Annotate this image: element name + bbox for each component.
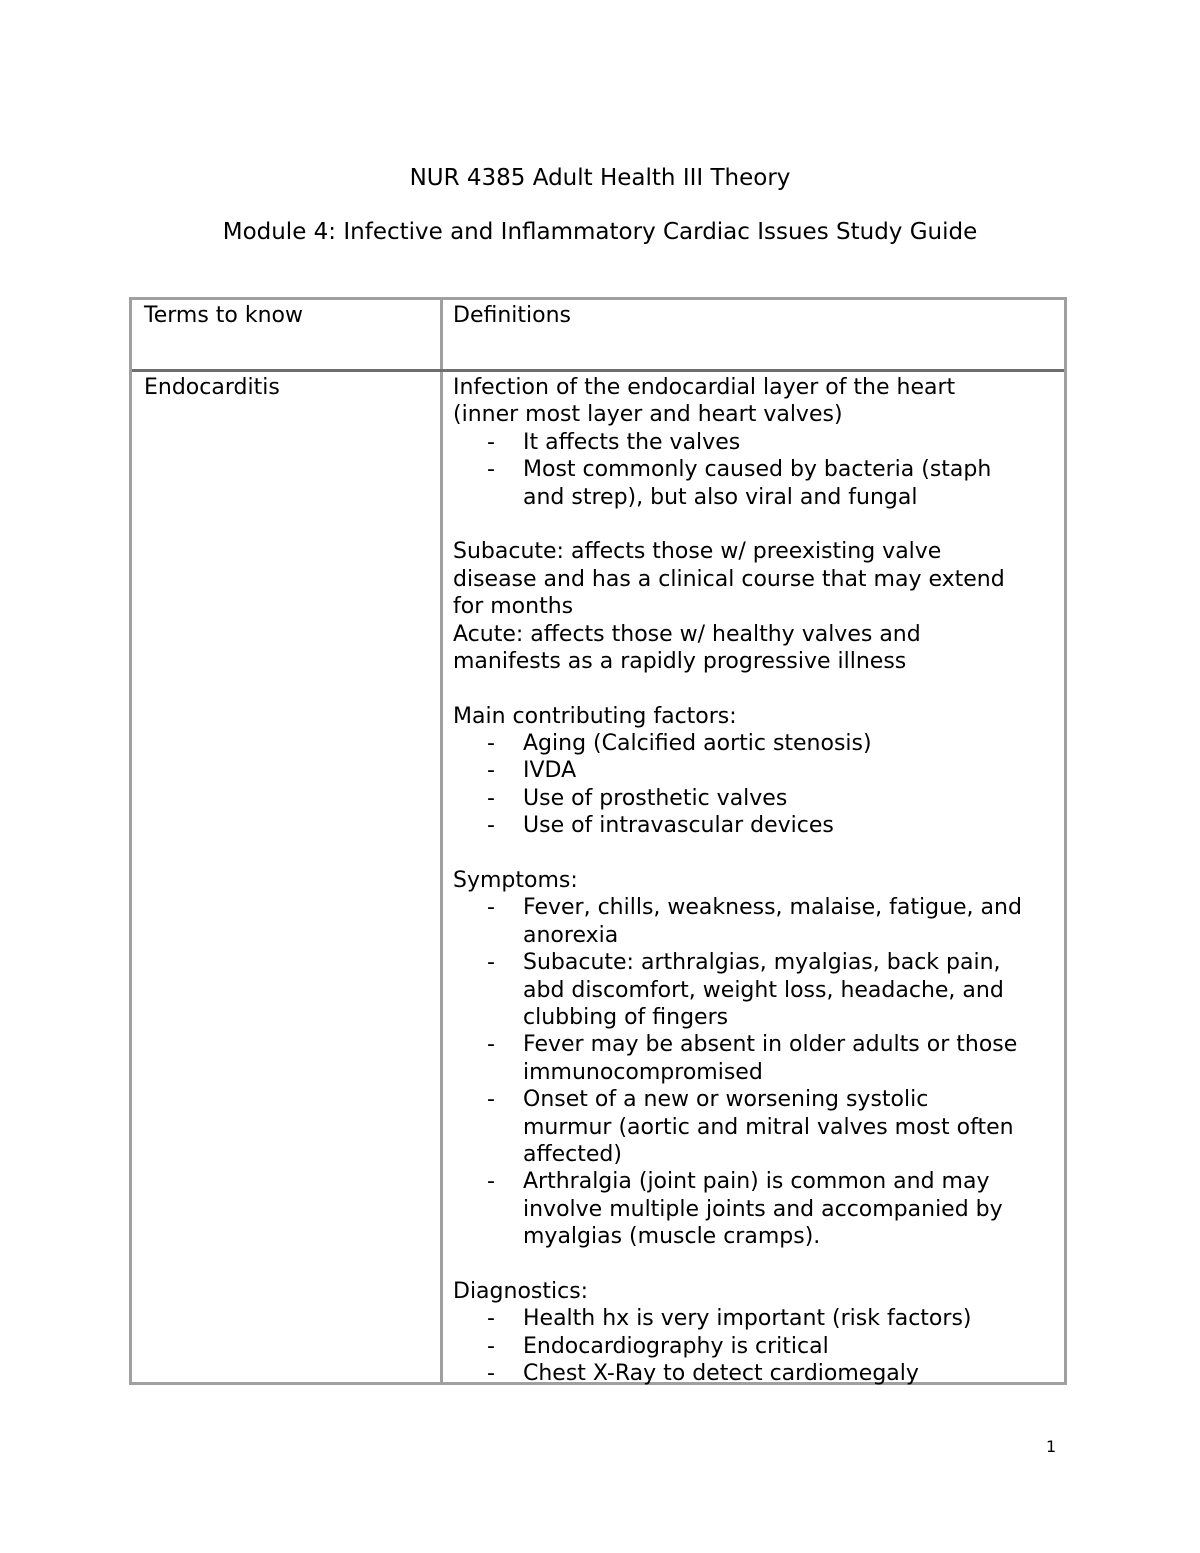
diagnostic-item [453,1360,1022,1387]
factor-text: Aging (Calcified aortic stenosis) [523,731,872,757]
factor-text: Use of prosthetic valves [523,785,788,811]
symptom-text: murmur (aortic and mitral valves most often [523,1114,1014,1140]
symptom-item [453,1168,1022,1250]
blank-line [453,511,1022,538]
diagnostic-item [453,1333,1022,1360]
bullet-dash: - [487,1333,495,1359]
module-title: Module 4: Infective and Inflammatory Cardiac Issues Study Guide [222,219,978,245]
symptom-text: affected) [523,1141,622,1167]
symptom-text: Onset of a new or worsening systolic [523,1087,929,1113]
bullet-dash: - [487,1169,495,1195]
bullet-dash: - [487,785,495,811]
study-guide-table [129,297,1067,1385]
term-endocarditis: Endocarditis [144,375,280,400]
symptom-text: involve multiple joints and accompanied by [523,1196,1003,1222]
type-description-line: Acute: affects those w/ healthy valves and [453,621,921,647]
bullet-dash: - [487,1361,495,1387]
intro-bullet-item [453,429,1022,456]
symptom-item [453,1031,1022,1086]
header-row-divider [132,369,1064,372]
symptom-text: Arthralgia (joint pain) is common and may [523,1169,990,1195]
column-header-terms: Terms to know [144,303,303,328]
symptom-text: Subacute: arthralgias, myalgias, back pain, [523,950,1001,976]
bullet-dash: - [487,1306,495,1332]
intro-bullet-item [453,456,1022,511]
bullet-dash: - [487,1032,495,1058]
bullet-dash: - [487,813,495,839]
bullet-dash: - [487,758,495,784]
symptom-text: myalgias (muscle cramps). [523,1224,821,1250]
column-header-definitions: Definitions [453,303,571,328]
symptom-item [453,894,1022,949]
definition-intro-line: Infection of the endocardial layer of the heart [453,375,956,400]
symptoms-heading: Symptoms: [453,868,578,894]
blank-line [453,675,1022,702]
factor-item [453,785,1022,812]
bullet-dash: - [487,1087,495,1113]
factor-item [453,730,1022,757]
bullet-dash: - [487,429,495,455]
type-description-line: for months [453,594,574,620]
type-description-line: disease and has a clinical course that may extend [453,566,1005,592]
symptom-item [453,949,1022,1031]
diagnostic-text: Chest X-Ray to detect cardiomegaly [523,1361,919,1387]
symptom-text: immunocompromised [523,1059,763,1085]
symptom-text: Fever, chills, weakness, malaise, fatigue, and [523,895,1022,921]
factors-heading: Main contributing factors: [453,703,737,729]
symptom-text: clubbing of fingers [523,1004,729,1030]
blank-line [453,840,1022,867]
blank-line [453,1251,1022,1278]
symptom-item [453,1086,1022,1168]
diagnostics-heading: Diagnostics: [453,1278,589,1304]
definition-endocarditis [453,374,1022,1387]
intro-bullet-text: It affects the valves [523,429,741,455]
symptom-text: abd discomfort, weight loss, headache, and [523,977,1004,1003]
bullet-dash: - [487,731,495,757]
factor-text: IVDA [523,758,577,784]
intro-bullet-text: and strep), but also viral and fungal [523,484,918,510]
bullet-dash: - [487,457,495,483]
column-divider [440,300,443,1382]
page-number: 1 [1046,1437,1057,1456]
type-description-line: Subacute: affects those w/ preexisting valve [453,539,942,565]
intro-bullet-text: Most commonly caused by bacteria (staph [523,457,992,483]
factor-item [453,812,1022,839]
diagnostic-item [453,1305,1022,1332]
factor-item [453,757,1022,784]
diagnostic-text: Health hx is very important (risk factors) [523,1306,972,1332]
definition-intro-line: (inner most layer and heart valves) [453,402,843,428]
symptom-text: anorexia [523,922,619,948]
symptom-text: Fever may be absent in older adults or those [523,1032,1018,1058]
type-description-line: manifests as a rapidly progressive illness [453,648,907,674]
bullet-dash: - [487,950,495,976]
document-title: NUR 4385 Adult Health III Theory [409,165,791,191]
factor-text: Use of intravascular devices [523,813,834,839]
bullet-dash: - [487,895,495,921]
diagnostic-text: Endocardiography is critical [523,1333,829,1359]
